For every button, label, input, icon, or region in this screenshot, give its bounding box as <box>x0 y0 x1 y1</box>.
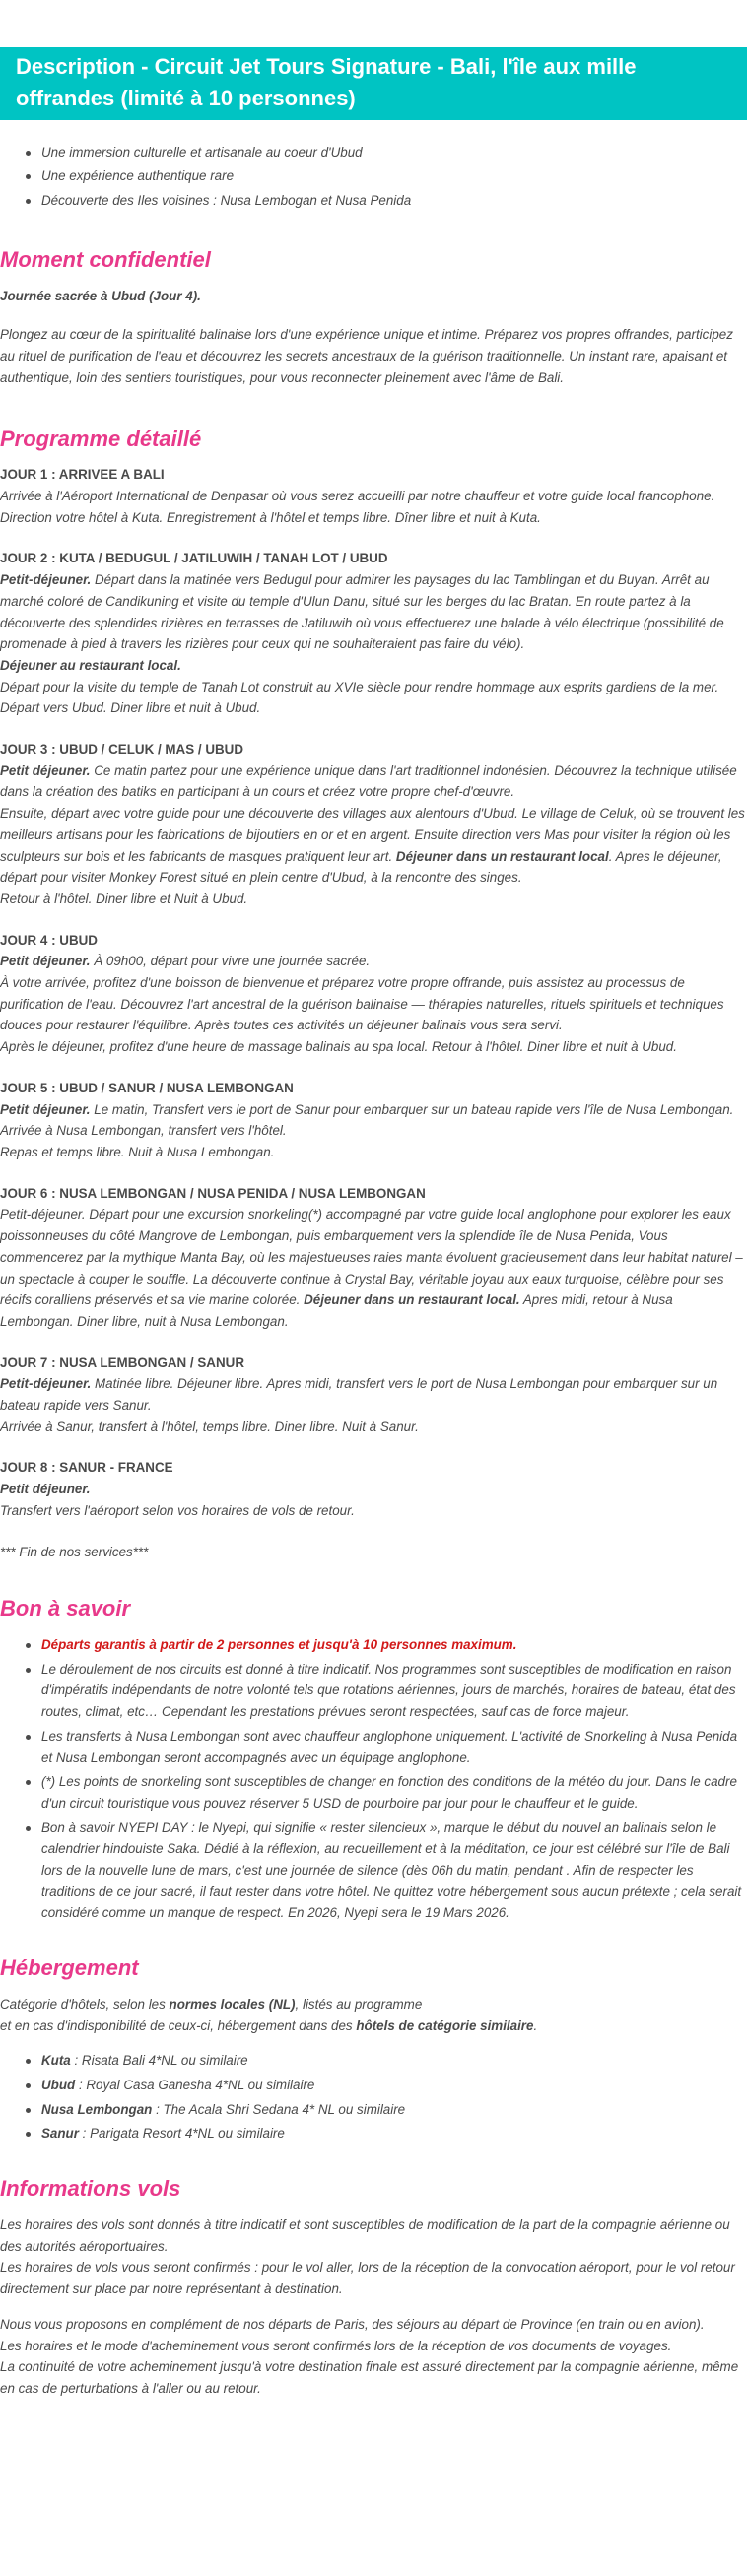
list-item: Sanur : Parigata Resort 4*NL ou similaire <box>26 2123 747 2145</box>
day-title: JOUR 7 : NUSA LEMBONGAN / SANUR <box>0 1354 244 1370</box>
day-text: Petit-déjeuner. Départ pour une excursion snorkeling(*) accompagné par votre guide local anglophone pour explorer les eaux poissonneuses du côté Mangrove de Lembongan, puis embarquement vers la splendide île de Nusa Penida, Vous commencerez par la mythique Manta Bay, où les majestueuses raies manta évoluent gracieusement dans leur habitat naturel – un spectacle à couper le souffle. La découverte continue à Crystal Bay, véritable joyau aux eaux turquoise, célèbre pour ses récifs coralliens préservés et sa vie marine colorée. Déjeuner dans un restaurant local. Apres midi, retour à Nusa Lembongan. Diner libre, nuit à Nusa Lembongan. <box>0 1207 743 1329</box>
bullet-icon <box>26 1826 31 1831</box>
day-1 <box>0 464 747 528</box>
day-text: À votre arrivée, profitez d'une boisson de bienvenue et préparez votre propre offrande, puis assistez au processus de purification de l'eau. Découvrez l'art ancestral de la guérison balinaise — thérapies naturelles, rituels spirituels et techniques douces pour restaurer l'équilibre. Après toutes ces activités un déjeuner balinais vous sera servi. <box>0 975 724 1033</box>
day-6 <box>0 1183 747 1333</box>
day-text: Départ pour la visite du temple de Tanah Lot construit au XVIe siècle pour rendre hommage aux esprits gardiens de la mer. <box>0 679 719 694</box>
page <box>0 47 747 2439</box>
day-title: JOUR 5 : UBUD / SANUR / NUSA LEMBONGAN <box>0 1080 294 1095</box>
moment-heading: Moment confidentiel <box>0 246 211 272</box>
programme-heading: Programme détaillé <box>0 426 202 451</box>
day-title: JOUR 4 : UBUD <box>0 932 98 948</box>
list-item: Découverte des Iles voisines : Nusa Lembogan et Nusa Penida <box>26 190 747 212</box>
day-text: Transfert vers l'aéroport selon vos horaires de vols de retour. <box>0 1502 355 1518</box>
day-2 <box>0 548 747 719</box>
day-3 <box>0 739 747 910</box>
vols-text: Les horaires et le mode d'acheminement vous seront confirmés lors de la réception de vos documents de voyages. <box>0 2338 672 2353</box>
bullet-icon <box>26 2083 31 2088</box>
day-5 <box>0 1078 747 1163</box>
moment-section <box>0 245 747 389</box>
day-text: Petit-déjeuner. Matinée libre. Déjeuner libre. Apres midi, transfert vers le port de Nusa Lembongan pour embarquer sur un bateau rapide vers Sanur. <box>0 1376 718 1414</box>
bon-a-savoir-section <box>0 1594 747 1924</box>
list-item: (*) Les points de snorkeling sont susceptibles de changer en fonction des conditions de la météo du jour. Dans le cadre d'un circuit touristique vous pouvez réserver 5 USD de pourboire par jour pour le chauffeur et le guide. <box>26 1771 747 1814</box>
hebergement-text: et en cas d'indisponibilité de ceux-ci, hébergement dans des hôtels de catégorie similaire. <box>0 2017 538 2033</box>
list-item: Une expérience authentique rare <box>26 165 747 187</box>
bullet-icon <box>26 1735 31 1740</box>
bullet-icon <box>26 199 31 204</box>
day-text: Petit déjeuner. Ce matin partez pour une expérience unique dans l'art traditionnel indonésien. Découvrez la technique utilisée dans la création des batiks en participant à un cours et créez votre propre chef-d'œuvre. <box>0 762 737 800</box>
bullet-icon <box>26 1780 31 1785</box>
end-of-services: *** Fin de nos services*** <box>0 1544 149 1559</box>
hotel-list <box>0 2050 747 2145</box>
moment-text: Plongez au cœur de la spiritualité balinaise lors d'une expérience unique et intime. Préparez vos propres offrandes, participez au rituel de purification de l'eau et découvrez les secrets ancestraux de la guérison traditionnelle. Un instant rare, apaisant et authentique, loin des sentiers touristiques, pour vous reconnecter pleinement avec l'âme de Bali. <box>0 327 733 385</box>
list-item: Le déroulement de nos circuits est donné à titre indicatif. Nos programmes sont susceptibles de modification en raison d'impératifs indépendants de notre volonté tels que rotations aériennes, jours de marchés, horaires de bateau, état des routes, climat, etc… Cependant les prestations prévues seront respectées, sauf cas de force majeur. <box>26 1659 747 1723</box>
list-item: Bon à savoir NYEPI DAY : le Nyepi, qui signifie « rester silencieux », marque le début du nouvel an balinais selon le calendrier hindouiste Saka. Dédié à la réflexion, au recueillement et à la méditation, ce jour est célébré sur l'île de Bali lors de la nouvelle lune de mars, c'est une journée de silence (dès 06h du matin, pendant . Afin de respecter les traditions de ce jour sacré, il faut rester dans votre hôtel. Ne quittez votre hébergement sous aucun prétexte ; cela serait considéré comme un manque de respect. En 2026, Nyepi sera le 19 Mars 2026. <box>26 1817 747 1925</box>
day-4 <box>0 930 747 1058</box>
day-title: JOUR 6 : NUSA LEMBONGAN / NUSA PENIDA / NUSA LEMBONGAN <box>0 1185 426 1201</box>
day-8 <box>0 1457 747 1521</box>
list-item: Les transferts à Nusa Lembongan sont avec chauffeur anglophone uniquement. L'activité de Snorkeling à Nusa Penida et Nusa Lembongan seront accompagnés avec un équipage anglophone. <box>26 1726 747 1768</box>
day-text: Petit déjeuner. Le matin, Transfert vers le port de Sanur pour embarquer sur un bateau rapide vers l'île de Nusa Lembongan. Arrivée à Nusa Lembongan, transfert vers l'hôtel. <box>0 1101 734 1139</box>
bon-heading: Bon à savoir <box>0 1596 131 1621</box>
day-text: Petit déjeuner. À 09h00, départ pour vivre une journée sacrée. <box>0 954 371 969</box>
page-title: Description - Circuit Jet Tours Signature - Bali, l'île aux mille offrandes (limité à 10 personnes) <box>0 47 747 120</box>
day-7 <box>0 1353 747 1438</box>
list-item: Nusa Lembongan : The Acala Shri Sedana 4* NL ou similaire <box>26 2099 747 2121</box>
vols-section <box>0 2174 747 2399</box>
day-text: Ensuite, départ avec votre guide pour une découverte des villages aux alentours d'Ubud. Le village de Celuk, où se trouvent les meilleurs artisans pour les fabrications de bijoutiers en or et en argent. Ensuite direction vers Mas pour visiter la région où les sculpteurs sur bois et les fabricants de masques pratiquent leur art. Déjeuner dans un restaurant local. Apres le déjeuner, départ pour visiter Monkey Forest situé en plein centre d'Ubud, à la rencontre des singes. <box>0 806 745 886</box>
day-lunch: Déjeuner au restaurant local. <box>0 657 181 673</box>
hebergement-heading: Hébergement <box>0 1955 139 1981</box>
programme-section <box>0 425 747 1563</box>
vols-text: Les horaires des vols sont donnés à titre indicatif et sont susceptibles de modification de la part de la compagnie aérienne ou des autorités aéroportuaires. <box>0 2216 730 2254</box>
bullet-icon <box>26 1668 31 1673</box>
day-text: Après le déjeuner, profitez d'une heure de massage balinais au spa local. Retour à l'hôtel. Diner libre et nuit à Ubud. <box>0 1039 677 1055</box>
day-text: Arrivée à Sanur, transfert à l'hôtel, temps libre. Diner libre. Nuit à Sanur. <box>0 1419 419 1434</box>
list-item: Une immersion culturelle et artisanale au coeur d'Ubud <box>26 142 747 164</box>
vols-text: La continuité de votre acheminement jusqu'à votre destination finale est assuré directement par la compagnie aérienne, même en cas de perturbations à l'aller ou au retour. <box>0 2359 739 2396</box>
vols-text: Les horaires de vols vous seront confirmés : pour le vol aller, lors de la réception de la convocation aéroport, pour le vol retour directement sur place par notre représentant à destination. <box>0 2260 735 2297</box>
bullet-icon <box>26 151 31 156</box>
day-title: JOUR 8 : SANUR - FRANCE <box>0 1460 173 1476</box>
highlights-list <box>0 142 747 212</box>
list-item: Kuta : Risata Bali 4*NL ou similaire <box>26 2050 747 2072</box>
list-item: Départs garantis à partir de 2 personnes et jusqu'à 10 personnes maximum. <box>26 1634 747 1656</box>
list-item: Ubud : Royal Casa Ganesha 4*NL ou similaire <box>26 2075 747 2096</box>
hebergement-section <box>0 1953 747 2145</box>
day-text: Petit-déjeuner. Départ dans la matinée vers Bedugul pour admirer les paysages du lac Tamblingan et du Buyan. Arrêt au marché coloré de Candikuning et visite du temple d'Ulun Danu, situé sur les berges du lac Bratan. En route partez à la découverte des splendides rizières en terrasses de Jatiluwih où vous effectuerez une balade à vélo électrique (possibilité de promenade à pied à travers les rizières pour ceux qui ne souhaiteraient pas faire du vélo). <box>0 572 724 652</box>
day-title: JOUR 2 : KUTA / BEDUGUL / JATILUWIH / TANAH LOT / UBUD <box>0 551 388 566</box>
bullet-icon <box>26 1643 31 1648</box>
bullet-icon <box>26 174 31 179</box>
day-lead: Petit déjeuner. <box>0 1482 91 1497</box>
day-text: Repas et temps libre. Nuit à Nusa Lembongan. <box>0 1144 275 1159</box>
moment-subtitle: Journée sacrée à Ubud (Jour 4). <box>0 288 201 303</box>
bullet-icon <box>26 2108 31 2113</box>
day-title: JOUR 1 : ARRIVEE A BALI <box>0 467 165 483</box>
day-text: Arrivée à l'Aéroport International de Denpasar où vous serez accueilli par notre chauffeur et votre guide local francophone. Direction votre hôtel à Kuta. Enregistrement à l'hôtel et temps libre. Dîner libre et nuit à Kuta. <box>0 489 715 525</box>
day-title: JOUR 3 : UBUD / CELUK / MAS / UBUD <box>0 742 243 758</box>
vols-heading: Informations vols <box>0 2176 181 2202</box>
hebergement-text: Catégorie d'hôtels, selon les normes locales (NL), listés au programme <box>0 1996 423 2012</box>
bon-list <box>0 1634 747 1924</box>
day-text: Retour à l'hôtel. Diner libre et Nuit à Ubud. <box>0 891 248 906</box>
vols-text: Nous vous proposons en complément de nos départs de Paris, des séjours au départ de Province (en train ou en avion). <box>0 2316 705 2332</box>
bullet-icon <box>26 2132 31 2137</box>
bullet-icon <box>26 2059 31 2064</box>
day-text: Départ vers Ubud. Diner libre et nuit à Ubud. <box>0 700 261 716</box>
